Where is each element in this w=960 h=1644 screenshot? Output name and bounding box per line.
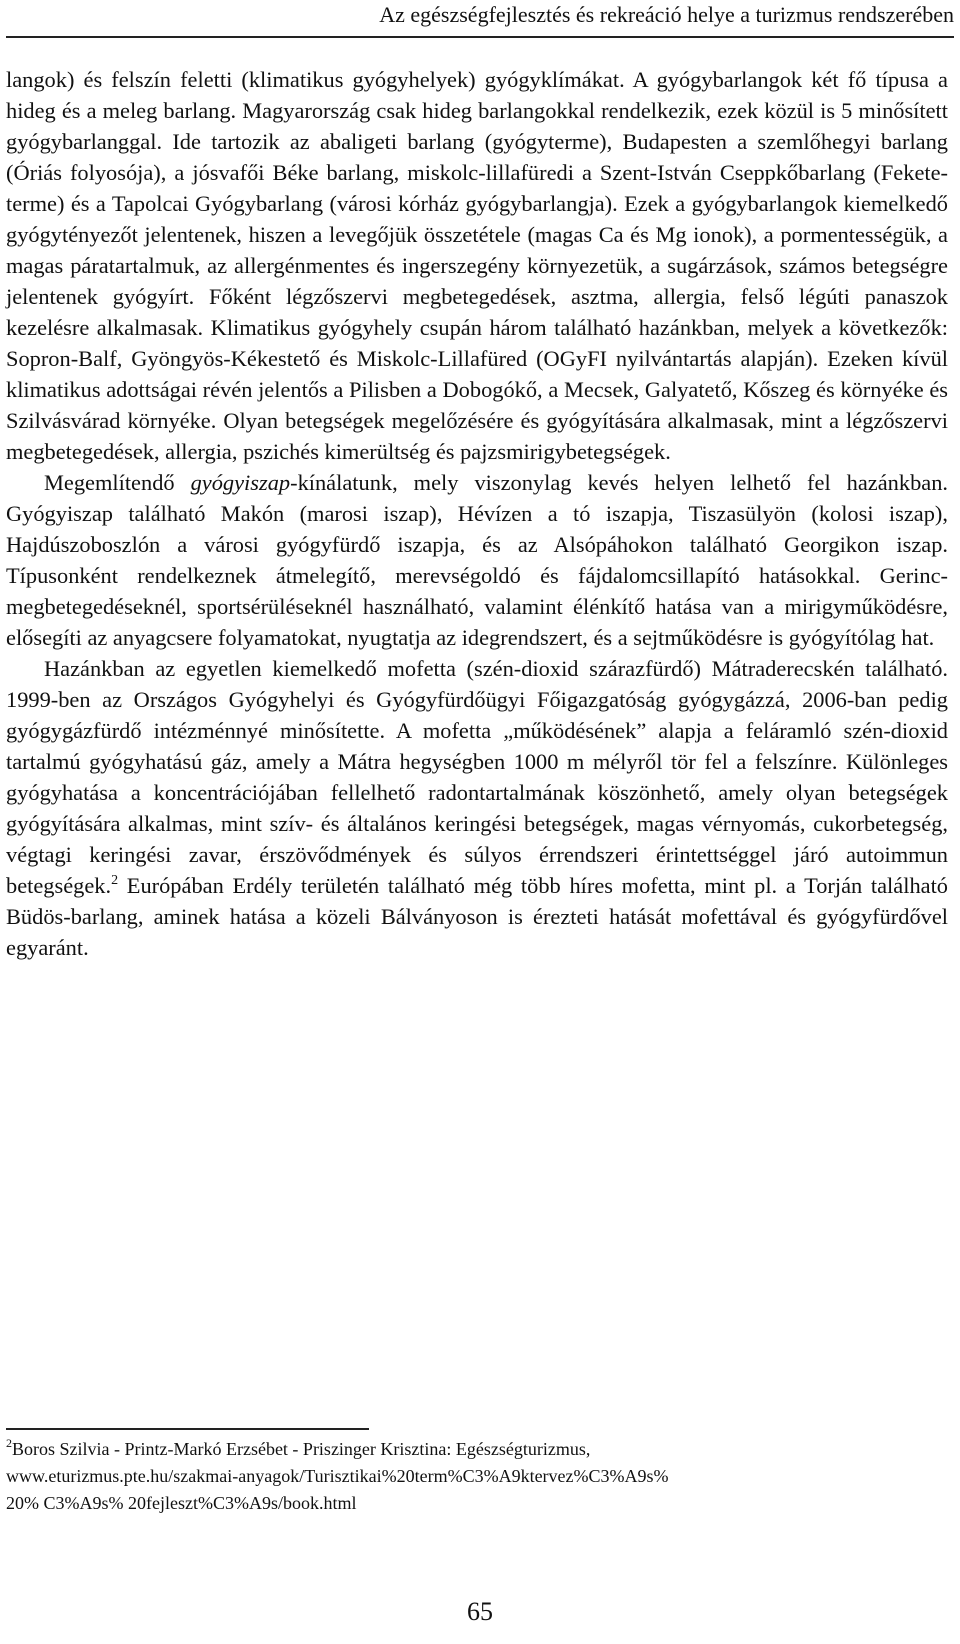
mud-intro-text: Megemlítendő bbox=[44, 470, 191, 495]
mud-body-text: -kínálatunk, mely viszonylag kevés helyen lelhető fel hazánkban. Gyógyiszap található Makón (marosi iszap), Hévízen a tó iszapja, Tiszasülyön (kolosi iszap), Hajdúszoboszlón a városi gyógyfürdő iszapja, és az Alsópáhokon található Georgikon iszap. Típusonként rendelkeznek átmelegítő, merevségoldó és fájdalomcsillapító hatásokkal. Gerinc-megbetegedéseknél, sportsérüléseknél használható, valamint élénkítő hatása van a mirigyműködésre, elősegíti az anyagcsere folyamatokat, nyugtatja az idegrendszert, és a sejtműködésre is gyógyítólag hat. bbox=[6, 470, 948, 650]
running-header: Az egészségfejlesztés és rekreáció helye a turizmus rendszerében bbox=[379, 2, 954, 27]
mud-term: gyógyiszap bbox=[190, 470, 291, 495]
footnote-line-1 bbox=[6, 1436, 948, 1463]
main-text bbox=[6, 64, 948, 963]
paragraph-mud bbox=[6, 467, 948, 653]
paragraph-caves-climate: langok) és felszín feletti (klimatikus gyógyhelyek) gyógyklímákat. A gyógybarlangok két fő típusa a hideg és a meleg barlang. Magyarország csak hideg barlangokkal rendelkezik, ezek közül is 5 minősített gyógybarlanggal. Ide tartozik az abaligeti barlang (gyógyterme), Budapesten a szemlőhegyi barlang (Óriás folyosója), a jósvafői Béke barlang, miskolc-lillafüredi a Szent-István Cseppkőbarlang (Fekete-terme) és a Tapolcai Gyógybarlang (városi kórház gyógybarlangja). Ezek a gyógybarlangok kiemelkedő gyógytényezőt jelentenek, hiszen a levegőjük összetétele (magas Ca és Mg ionok), a pormentességük, a magas páratartalmuk, az allergénmentes és ingerszegény környezetük, a sugárzások, számos betegségre jelentenek gyógyírt. Főként légzőszervi megbetegedések, asztma, allergia, felső légúti panaszok kezelésre alkalmasak. Klimatikus gyógyhely csupán három található hazánkban, melyek a következők: Sopron-Balf, Gyöngyös-Kékestető és Miskolc-Lillafüred (OGyFI nyilvántartás alapján). Ezeken kívül klimatikus adottságai révén jelentős a Pilisben a Dobogókő, a Mecsek, Galyatető, Kőszeg és környéke és Szilvásvárad környéke. Olyan betegségek megelőzésére és gyógyítására alkalmasak, mint a légzőszervi megbetegedések, allergia, pszichés kimerültség és pajzsmirigybetegségek. bbox=[6, 67, 948, 464]
page-number: 65 bbox=[467, 1597, 493, 1626]
paragraph-mofetta bbox=[6, 653, 948, 963]
header-rule bbox=[6, 36, 954, 38]
footnote-reference[interactable]: 2 bbox=[111, 873, 119, 888]
footnote-rule bbox=[6, 1428, 369, 1430]
footnote-number: 2 bbox=[6, 1436, 12, 1450]
mofetta-text: Hazánkban az egyetlen kiemelkedő mofetta (szén-dioxid szárazfürdő) Mátraderecskén található. 1999-ben az Országos Gyógyhelyi és Gyógyfürdőügyi Főigazgatóság gyógygázzá, 2006-ban pedig gyógygázfürdő intézménnyé minősítette. A mofetta „működésének” alapja a feláramló szén-dioxid tartalmú gyógyhatású gáz, amely a Mátra hegységben 1000 m mélyről tör fel a felszínre. Különleges gyógyhatása a koncentrációjában fellelhető radontartalmának köszönhető, amely olyan betegségek gyógyítására alkalmas, mint szív- és általános keringési betegségek, magas vérnyomás, cukorbetegség, végtagi keringési zavar, érszövődmények és súlyos érrendszeri érintettséggel járó autoimmun betegségek. bbox=[6, 656, 948, 898]
footnote-url-line-1[interactable]: www.eturizmus.pte.hu/szakmai-anyagok/Turisztikai%20term%C3%A9ktervez%C3%A9s% bbox=[6, 1466, 669, 1486]
footnote-citation: Boros Szilvia - Printz-Markó Erzsébet - Priszinger Krisztina: Egészségturizmus, bbox=[12, 1439, 591, 1459]
footnote bbox=[6, 1436, 948, 1517]
footnote-url-line-2[interactable]: 20% C3%A9s% 20fejleszt%C3%A9s/book.html bbox=[6, 1493, 357, 1513]
mofetta-text-continued: Európában Erdély területén található még több híres mofetta, mint pl. a Torján található Büdös-barlang, aminek hatása a közeli Bálványoson is érezteti hatását mofettával és gyógyfürdővel egyaránt. bbox=[6, 873, 948, 960]
